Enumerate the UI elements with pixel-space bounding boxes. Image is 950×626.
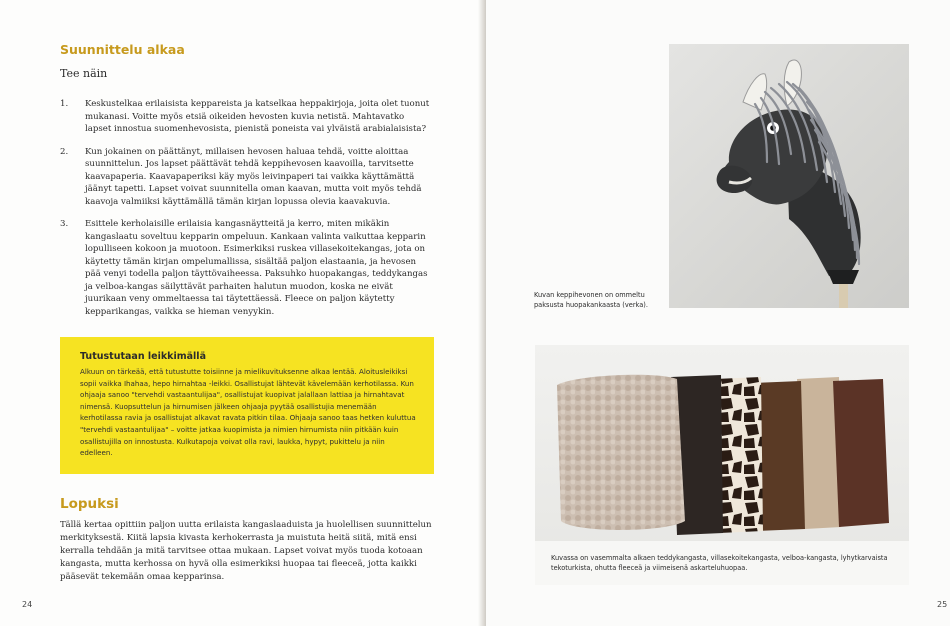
step-number: 1. — [60, 99, 69, 109]
closing-heading: Lopuksi — [60, 496, 119, 512]
fabric-swatches-photo — [535, 345, 909, 585]
activity-box — [60, 337, 434, 474]
step-item — [60, 146, 430, 209]
step-text: Esittele kerholaisille erilaisia kangasnäytteitä ja kerro, miten mikäkin kangaslaatu soveltuu kepparin ompeluun. Kankaan valinta vaikuttaa kepparin lopulliseen kokoon ja muotoon. Esimerkiksi ruskea villasekoitekangas, jota on käytetty tämän kirjan ompelumallissa, sisältää paljon elastaania, ja hevosen pää venyi todella paljon täyttövaiheessa. Paksuhko huopakangas, teddykangas ja velboa-kangas säilyttävät parhaiten halutun muodon, koska ne eivät juurikaan veny ommeltaessa tai täytettäessä. Fleece on paljon käytetty kepparikangas, vaikka se hieman venyykin. — [85, 219, 428, 317]
section-heading: Suunnittelu alkaa — [60, 42, 185, 57]
fabric-photo-caption: Kuvassa on vasemmalta alkaen teddykangasta, villasekoitekangasta, velboa-kangasta, lyhytkarvaista tekoturkista, ohutta fleeceä ja viimeisenä askarteluhuopaa. — [551, 554, 888, 572]
hobby-horse-illustration — [669, 44, 909, 308]
horse-tie — [827, 270, 859, 284]
page-number-right: 25 — [937, 600, 948, 609]
step-number: 2. — [60, 146, 69, 157]
activity-box-text: Alkuun on tärkeää, että tutustutte toisiinne ja mielikuvituksenne alkaa lentää. Aloitusleikiksi sopii vaikka Ihahaa, hepo hirnahtaa -leikki. Osallistujat lähtevät kävelemään kerhotilassa. Kun ohjaaja sanoo "tervehdi vastaantulijaa", osallistujat kuopivat jalallaan lattiaa ja hirnahtavat nimensä. Kuopsuttelun ja hirnumisen jälkeen ohjaaja pyytää osallistujia menemään kerhotilassa ravia ja osallistujat alkavat ravata pitkin tilaa. Ohjaaja sanoo taas hetken kuluttua "tervehdi vastaantulijaa" – voitte jatkaa kuopimista ja nimien hirnumista niin pitkään kuin osallistujilla on innostusta. Kulkutapoja voivat olla ravi, laukka, hypyt, pukittelu ja niin edelleen. — [80, 367, 416, 458]
step-text: Keskustelkaa erilaisista keppareista ja katselkaa heppakirjoja, joita olet tuonut mukanasi. Voitte myös etsiä oikeiden hevosten kuvia netistä. Mahtavatko lapset innostua suomenhevosista, pienistä poneista vai ylväistä arabialaisista? — [85, 99, 430, 134]
horse-photo-caption: Kuvan keppihevonen on ommeltu paksusta huopakankaasta (verka). — [534, 291, 648, 309]
steps-list — [60, 98, 430, 328]
teddy-swatch — [557, 375, 685, 530]
activity-box-title: Tutustutaan leikkimällä — [80, 351, 206, 362]
step-item — [60, 98, 430, 136]
step-text: Kun jokainen on päättänyt, millaisen hevosen haluaa tehdä, voitte aloittaa suunnittelun. Jos lapset päättävät tehdä keppihevosen kaavoilla, tarvitsette kaavapaperia. Kaavapaperiksi käy myös leivinpaperi tai vaikka käyttämättä jäänyt tapetti. Lapset voivat suunnitella oman kaavan, mutta voit myös tehdä kaavoja valmiiksi käyttämällä tämän kirjan lopussa olevia kaavakuvia. — [85, 146, 422, 207]
step-item — [60, 218, 430, 318]
step-number: 3. — [60, 219, 69, 229]
fabric-swatches-illustration — [535, 345, 909, 585]
page-number-left: 24 — [22, 600, 33, 609]
subheading: Tee näin — [60, 67, 108, 80]
hobby-horse-photo — [669, 44, 909, 308]
closing-text: Tällä kertaa opittiin paljon uutta erilaista kangaslaaduista ja huolellisen suunnittelun merkityksestä. Kiitä lapsia kivasta kerhokerrasta ja muistuta heitä siitä, mitä ensi kerralla tehdään ja mitä tarvitsee ottaa mukaan. Lapset voivat myös tuoda kotoaan kangasta, mutta kerhossa on hyvä olla esimerkiksi huopaa tai fleeceä, jotta kaikki pääsevät tekemään omaa kepparinsa. — [60, 520, 432, 582]
felt-swatch — [833, 379, 889, 527]
